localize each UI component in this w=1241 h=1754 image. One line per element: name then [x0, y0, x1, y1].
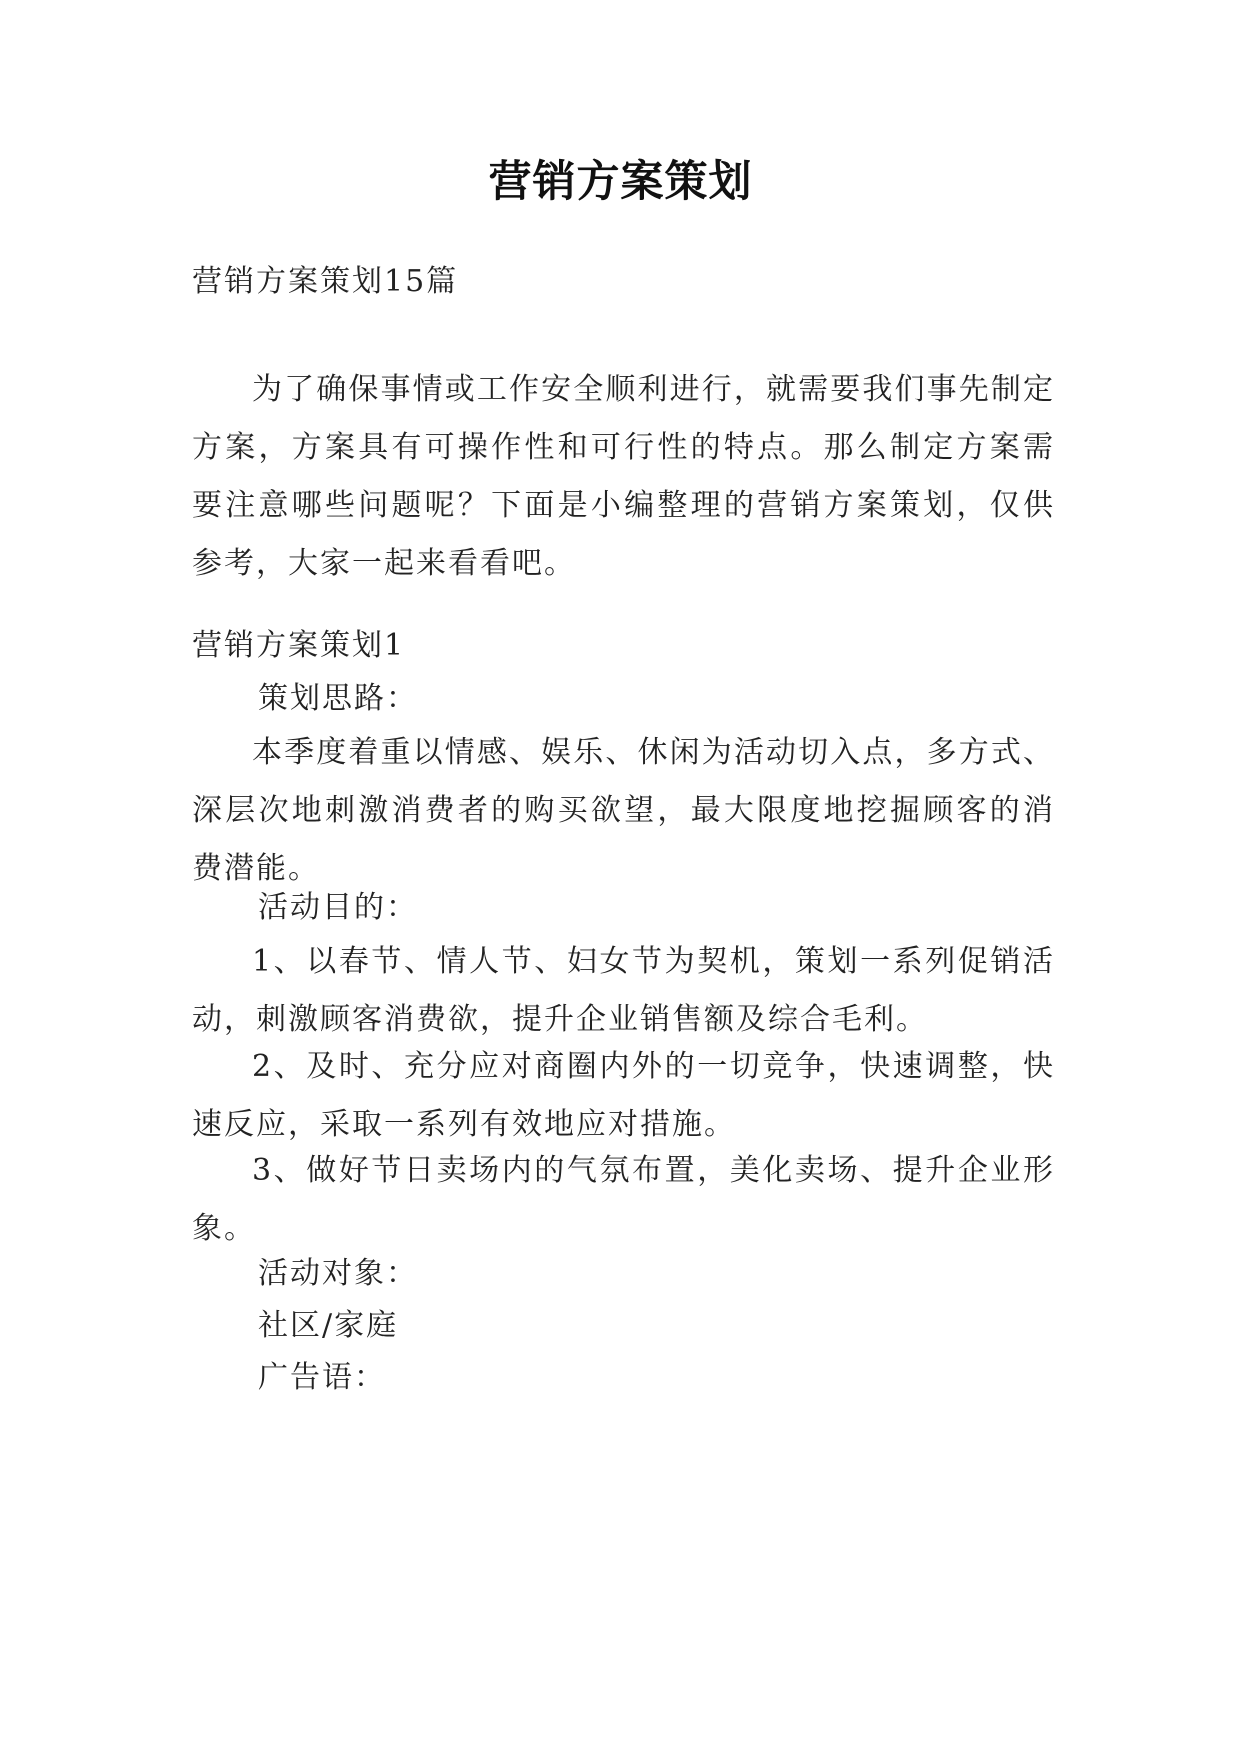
goal-item-2-text: 2、及时、充分应对商圈内外的一切竞争，快速调整，快速反应，采取一系列有效地应对措施。 — [192, 1049, 1055, 1142]
goal-item-3 — [192, 1142, 1055, 1258]
document-title: 营销方案策划 — [488, 157, 753, 207]
idea-label: 策划思路： — [258, 681, 418, 716]
goal-item-1-text: 1、以春节、情人节、妇女节为契机，策划一系列促销活动，刺激顾客消费欲，提升企业销售额及综合毛利。 — [192, 944, 1055, 1037]
document-subtitle: 营销方案策划15篇 — [192, 264, 459, 299]
target-label: 活动对象： — [258, 1256, 418, 1291]
goal-item-3-text: 3、做好节日卖场内的气氛布置，美化卖场、提升企业形象。 — [192, 1153, 1055, 1246]
section-heading: 营销方案策划1 — [192, 628, 406, 663]
goal-item-2 — [192, 1038, 1055, 1154]
goal-item-1 — [192, 933, 1055, 1049]
idea-paragraph — [192, 724, 1055, 898]
goal-label: 活动目的： — [258, 890, 418, 925]
intro-paragraph — [192, 361, 1055, 593]
idea-text: 本季度着重以情感、娱乐、休闲为活动切入点，多方式、深层次地刺激消费者的购买欲望，最大限度地挖掘顾客的消费潜能。 — [192, 735, 1055, 886]
slogan-label: 广告语： — [258, 1360, 386, 1395]
intro-text: 为了确保事情或工作安全顺利进行，就需要我们事先制定方案，方案具有可操作性和可行性的特点。那么制定方案需要注意哪些问题呢？下面是小编整理的营销方案策划，仅供参考，大家一起来看看吧。 — [192, 372, 1055, 581]
target-text: 社区/家庭 — [258, 1308, 399, 1343]
